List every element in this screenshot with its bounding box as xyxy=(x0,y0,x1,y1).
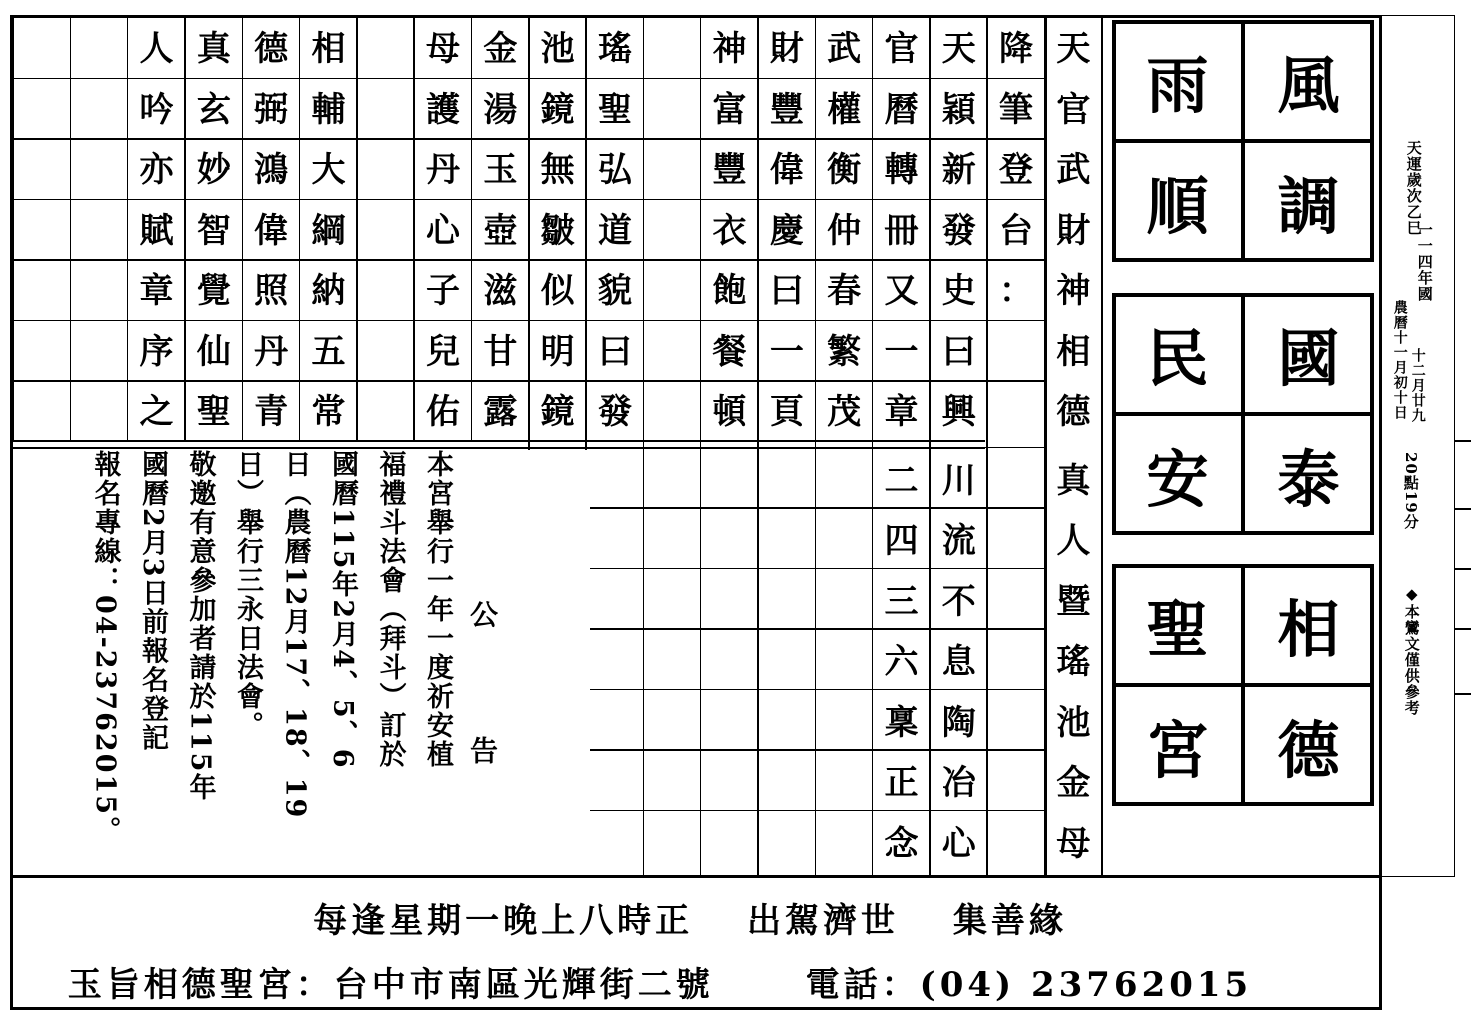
poem-char: 豐 xyxy=(712,150,747,191)
poem-char: 露 xyxy=(483,392,518,433)
poem-char: 佑 xyxy=(426,392,461,433)
poem-char: 春 xyxy=(827,271,862,312)
announcement-heading: 公 告 xyxy=(466,600,499,804)
poem-char: 似 xyxy=(540,271,575,312)
poem-char: 相 xyxy=(1056,331,1091,372)
side-note-col4: 十二月廿九 xyxy=(1409,348,1426,423)
poem-char: 聖 xyxy=(597,89,632,130)
poem-char: 玄 xyxy=(196,89,231,130)
poem-char: 史 xyxy=(941,271,976,312)
poem-char: 衡 xyxy=(827,150,862,191)
poem-char: 一 xyxy=(884,331,919,372)
poem-char: 暨 xyxy=(1056,581,1091,622)
announcement-line: 國曆115年2月4、5、6 xyxy=(327,450,358,770)
poem-char: 台 xyxy=(999,210,1034,251)
poem-char: 弼 xyxy=(254,89,289,130)
poem-char: 不 xyxy=(941,581,976,622)
announcement-block xyxy=(70,450,590,875)
poem-char: 財 xyxy=(1056,210,1091,251)
poem-char: 川 xyxy=(941,460,976,501)
poem-char: 繁 xyxy=(827,331,862,372)
poem-char: 仲 xyxy=(827,210,862,251)
poem-char: 稟 xyxy=(884,702,919,743)
side-rule xyxy=(1455,693,1471,695)
banner-char: 相 xyxy=(1277,593,1340,666)
banner-char: 德 xyxy=(1277,714,1340,787)
poem-char: 心 xyxy=(426,210,461,251)
poem-char: 照 xyxy=(254,271,289,312)
banner-char: 宮 xyxy=(1146,714,1209,787)
poem-char: 興 xyxy=(941,392,976,433)
poem-char: 明 xyxy=(540,331,575,372)
poem-char: 官 xyxy=(884,29,919,70)
poem-char: 五 xyxy=(311,331,346,372)
poem-char: 德 xyxy=(254,29,289,70)
poem-char: 武 xyxy=(827,29,862,70)
poem-char: 人 xyxy=(139,29,174,70)
poem-char: 納 xyxy=(311,271,346,312)
poem-char: 皺 xyxy=(540,210,575,251)
grid-vline xyxy=(12,15,14,442)
poem-char: 曰 xyxy=(597,331,632,372)
poem-char: 貌 xyxy=(597,271,632,312)
poem-char: 母 xyxy=(426,29,461,70)
poem-char: 一 xyxy=(769,331,804,372)
footer-divider xyxy=(10,875,1382,878)
poem-char: 偉 xyxy=(769,150,804,191)
poem-char: 相 xyxy=(311,29,346,70)
poem-char: 三 xyxy=(884,581,919,622)
poem-char: 護 xyxy=(426,89,461,130)
side-note-col3: 農曆十一月初十日 xyxy=(1391,300,1408,420)
banner-char: 泰 xyxy=(1277,443,1340,516)
poem-char: 輔 xyxy=(311,89,346,130)
poem-char: 冶 xyxy=(941,763,976,804)
poem-char: 湯 xyxy=(483,89,518,130)
poem-char: 飽 xyxy=(712,271,747,312)
poem-char: 陶 xyxy=(941,702,976,743)
poem-char: 發 xyxy=(941,210,976,251)
poem-char: 流 xyxy=(941,521,976,562)
poem-char: 大 xyxy=(311,150,346,191)
poem-char: 鴻 xyxy=(254,150,289,191)
poem-char: 丹 xyxy=(254,331,289,372)
poem-char: 玉 xyxy=(483,150,518,191)
side-note-col2: 一一四年國 xyxy=(1415,222,1434,302)
poem-char: 子 xyxy=(426,271,461,312)
footer-address: 玉旨相德聖宮：台中市南區光輝街二號 電話：(04) 23762015 xyxy=(67,965,1253,1005)
poem-char: 降 xyxy=(999,29,1034,70)
section-divider xyxy=(10,440,985,449)
announcement-line: 日（農曆12月17、18、19 xyxy=(279,450,311,820)
poem-char: 之 xyxy=(139,392,174,433)
banner-char: 國 xyxy=(1277,322,1340,395)
announcement-line: 國曆2月3日前報名登記 xyxy=(137,450,168,753)
banner-char: 順 xyxy=(1146,170,1209,243)
poem-char: 豐 xyxy=(769,89,804,130)
poem-char: 新 xyxy=(941,150,976,191)
poem-char: 登 xyxy=(999,150,1034,191)
side-rule xyxy=(1455,568,1471,570)
poem-char: 金 xyxy=(1056,763,1091,804)
poem-char: 穎 xyxy=(941,89,976,130)
poem-char: 章 xyxy=(139,271,174,312)
poem-char: 聖 xyxy=(196,392,231,433)
poem-char: 金 xyxy=(483,29,518,70)
poem-char: 智 xyxy=(196,210,231,251)
poem-char: 財 xyxy=(769,29,804,70)
poem-char: 常 xyxy=(311,392,346,433)
poem-char: 池 xyxy=(540,29,575,70)
poem-char: 亦 xyxy=(139,150,174,191)
poem-char: 章 xyxy=(884,392,919,433)
poem-char: 衣 xyxy=(712,210,747,251)
announcement-line: 日）舉行三永日法會。 xyxy=(232,450,263,740)
poem-char: 神 xyxy=(712,29,747,70)
poem-char: 慶 xyxy=(769,210,804,251)
side-rule xyxy=(1455,440,1471,442)
poem-char: 池 xyxy=(1056,702,1091,743)
poem-char: 覺 xyxy=(196,271,231,312)
poem-char: 餐 xyxy=(712,331,747,372)
announcement-line: 敬邀有意參加者請於115年 xyxy=(184,450,216,803)
poem-char: 念 xyxy=(884,823,919,864)
announcement-line: 本宮舉行一年一度祈安植 xyxy=(422,450,453,769)
poem-char: 天 xyxy=(941,29,976,70)
poem-char: 武 xyxy=(1056,150,1091,191)
banner-char: 風 xyxy=(1277,49,1340,122)
poem-char: 母 xyxy=(1056,823,1091,864)
poem-char: 曰 xyxy=(769,271,804,312)
announcement-line: 福禮斗法會（拜斗）訂於 xyxy=(374,450,406,769)
banner-char: 安 xyxy=(1146,443,1209,516)
poem-char: 青 xyxy=(254,392,289,433)
poem-char: 序 xyxy=(139,331,174,372)
poem-char: 甘 xyxy=(483,331,518,372)
poem-char: 頓 xyxy=(712,392,747,433)
poem-char: ： xyxy=(999,271,1034,312)
side-note-col1: 天運歲次乙巳 xyxy=(1404,140,1423,236)
poem-char: 丹 xyxy=(426,150,461,191)
banner-char: 聖 xyxy=(1146,593,1209,666)
poem-char: 人 xyxy=(1056,521,1091,562)
side-rule xyxy=(1455,508,1471,510)
poem-char: 妙 xyxy=(196,150,231,191)
grid-vline xyxy=(70,15,72,442)
poem-char: 綱 xyxy=(311,210,346,251)
poem-char: 真 xyxy=(196,29,231,70)
poem-char: 筆 xyxy=(999,89,1034,130)
poem-char: 冊 xyxy=(884,210,919,251)
banner-char: 調 xyxy=(1277,170,1340,243)
poem-char: 壺 xyxy=(483,210,518,251)
poem-char: 曰 xyxy=(941,331,976,372)
side-rule xyxy=(1455,628,1471,630)
poem-char: 四 xyxy=(884,521,919,562)
poem-char: 瑤 xyxy=(1056,642,1091,683)
poem-char: 發 xyxy=(597,392,632,433)
poem-char: 六 xyxy=(884,642,919,683)
poem-char: 真 xyxy=(1056,460,1091,501)
poem-char: 息 xyxy=(941,642,976,683)
poem-char: 富 xyxy=(712,89,747,130)
poem-char: 又 xyxy=(884,271,919,312)
footer-schedule: 每逢星期一晚上八時正 出駕濟世 集善緣 xyxy=(313,901,1067,941)
poem-char: 仙 xyxy=(196,331,231,372)
banner-char: 民 xyxy=(1146,322,1209,395)
poem-char: 頁 xyxy=(769,392,804,433)
poem-char: 神 xyxy=(1056,271,1091,312)
poem-char: 賦 xyxy=(139,210,174,251)
poem-char: 曆 xyxy=(884,89,919,130)
side-note-time: 20點19分 xyxy=(1401,452,1420,530)
poem-char: 滋 xyxy=(483,271,518,312)
poem-char: 鏡 xyxy=(540,392,575,433)
poem-char: 轉 xyxy=(884,150,919,191)
poem-char: 茂 xyxy=(827,392,862,433)
poem-char: 兒 xyxy=(426,331,461,372)
poem-char: 二 xyxy=(884,460,919,501)
poem-char: 心 xyxy=(941,823,976,864)
poem-char: 權 xyxy=(827,89,862,130)
side-note-disclaimer: ◆本鸞文僅供參考 xyxy=(1402,585,1421,716)
poem-char: 道 xyxy=(597,210,632,251)
poem-char: 偉 xyxy=(254,210,289,251)
poem-char: 吟 xyxy=(139,89,174,130)
poem-char: 天 xyxy=(1056,29,1091,70)
poem-char: 無 xyxy=(540,150,575,191)
announcement-line: 報名專線：04-23762015。 xyxy=(89,450,121,846)
poem-char: 官 xyxy=(1056,89,1091,130)
poem-char: 德 xyxy=(1056,392,1091,433)
poem-char: 鏡 xyxy=(540,89,575,130)
poem-char: 正 xyxy=(884,763,919,804)
poem-char: 弘 xyxy=(597,150,632,191)
poem-char: 瑤 xyxy=(597,29,632,70)
banner-char: 雨 xyxy=(1146,49,1209,122)
